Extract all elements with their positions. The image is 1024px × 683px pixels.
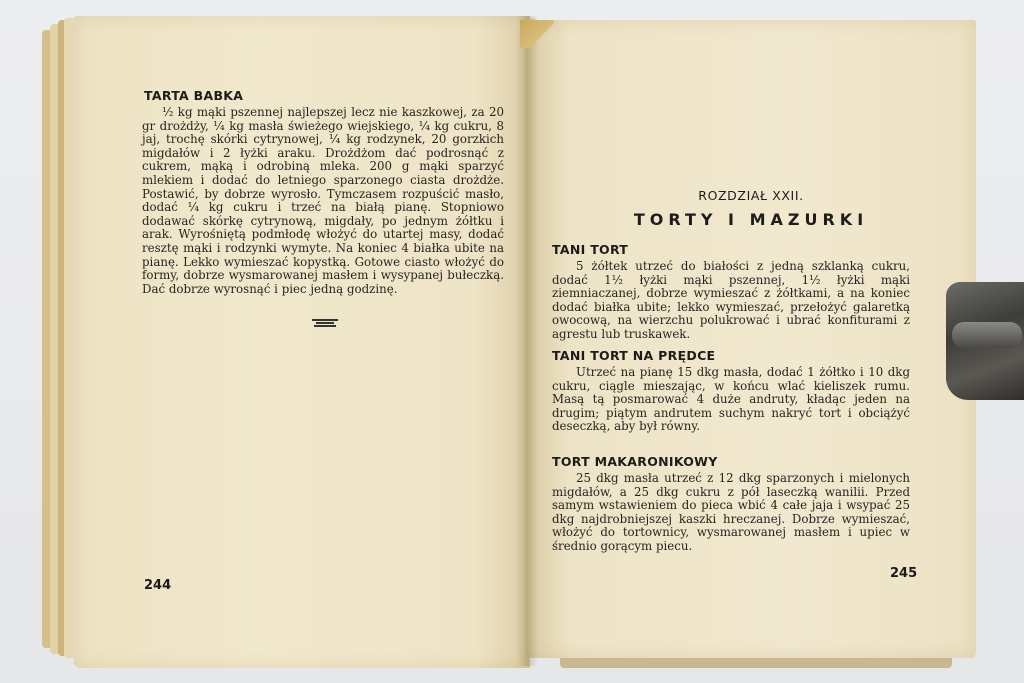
metal-clip bbox=[946, 282, 1024, 400]
page-number-left: 244 bbox=[144, 578, 172, 593]
page-number-right: 245 bbox=[890, 566, 918, 581]
ornament-divider bbox=[310, 318, 340, 328]
page-corner-fold bbox=[520, 20, 554, 48]
recipe-heading-tort-makaronikowy: TORT MAKARONIKOWY bbox=[552, 454, 718, 469]
chapter-title: TORTY I MAZURKI bbox=[633, 210, 869, 229]
recipe-heading-tani-tort: TANI TORT bbox=[552, 242, 629, 257]
recipe-body-tani-tort-na-predce: Utrzeć na pianę 15 dkg masła, dodać 1 żółtko i 10 dkg cukru, ciągle mieszając, w końcu wlać kieliszek rumu. Masą tą posmarować 4 duże andruty, kładąc jeden na drugim; piątym andrutem suchym nakryć tort i obciążyć deseczką, aby był równy. bbox=[552, 365, 910, 434]
left-page bbox=[74, 16, 530, 668]
chapter-label: ROZDZIAŁ XXII. bbox=[698, 188, 804, 203]
recipe-body-tort-makaronikowy: 25 dkg masła utrzeć z 12 dkg sparzonych i mielonych migdałów, a 25 dkg cukru z pół laseczką wanilii. Przed samym wstawieniem do pieca wbić 4 całe jaja i wsypać 25 dkg najdrobniejszej kaszki hreczanej. Dobrze wymieszać, włożyć do tortownicy, wysmarowanej masłem i upiec w średnio gorącym piecu. bbox=[552, 471, 910, 553]
metal-clip-fold bbox=[952, 322, 1022, 348]
right-page bbox=[526, 20, 976, 658]
recipe-heading-tani-tort-na-predce: TANI TORT NA PRĘDCE bbox=[552, 348, 716, 363]
recipe-body-tarta-babka: ½ kg mąki pszennej najlepszej lecz nie kaszkowej, za 20 gr drożdży, ¼ kg masła świeżego wiejskiego, ¼ kg cukru, 8 jaj, trochę skórki cytrynowej, ¼ kg rodzynek, 20 gorzkich migdałów i 2 łyżki araku. Drożdżom dać podrosnąć z cukrem, mąką i odrobiną mleka. 200 g mąki sparzyć mlekiem i dodać do letniego sparzonego ciasta drożdże. Postawić, by dobrze wyrosło. Tymczasem rozpuścić masło, dodać ¼ kg cukru i trzeć na białą pianę. Stopniowo dodawać skórkę cytrynową, migdały, po jednym żółtku i arak. Wyrośniętą podmłodę włożyć do utartej masy, dodać resztę mąki i rodzynki wymyte. Na koniec 4 białka ubite na pianę. Lekko wymieszać kopystką. Gotowe ciasto włożyć do formy, dobrze wysmarowanej masłem i wysypanej bułeczką. Dać dobrze wyrosnąć i piec jedną godzinę. bbox=[142, 105, 504, 296]
recipe-body-tani-tort: 5 żółtek utrzeć do białości z jedną szklanką cukru, dodać 1½ łyżki mąki pszennej, 1½ łyżki mąki ziemniaczanej, dobrze wymieszać z żółtkami, a na koniec dodać białka ubite; lekko wymieszać, przełożyć galaretką owocową, na wierzchu polukrować i ubrać konfiturami z agrestu lub truskawek. bbox=[552, 259, 910, 341]
recipe-heading-tarta-babka: TARTA BABKA bbox=[144, 88, 244, 103]
book-gutter bbox=[516, 16, 538, 666]
